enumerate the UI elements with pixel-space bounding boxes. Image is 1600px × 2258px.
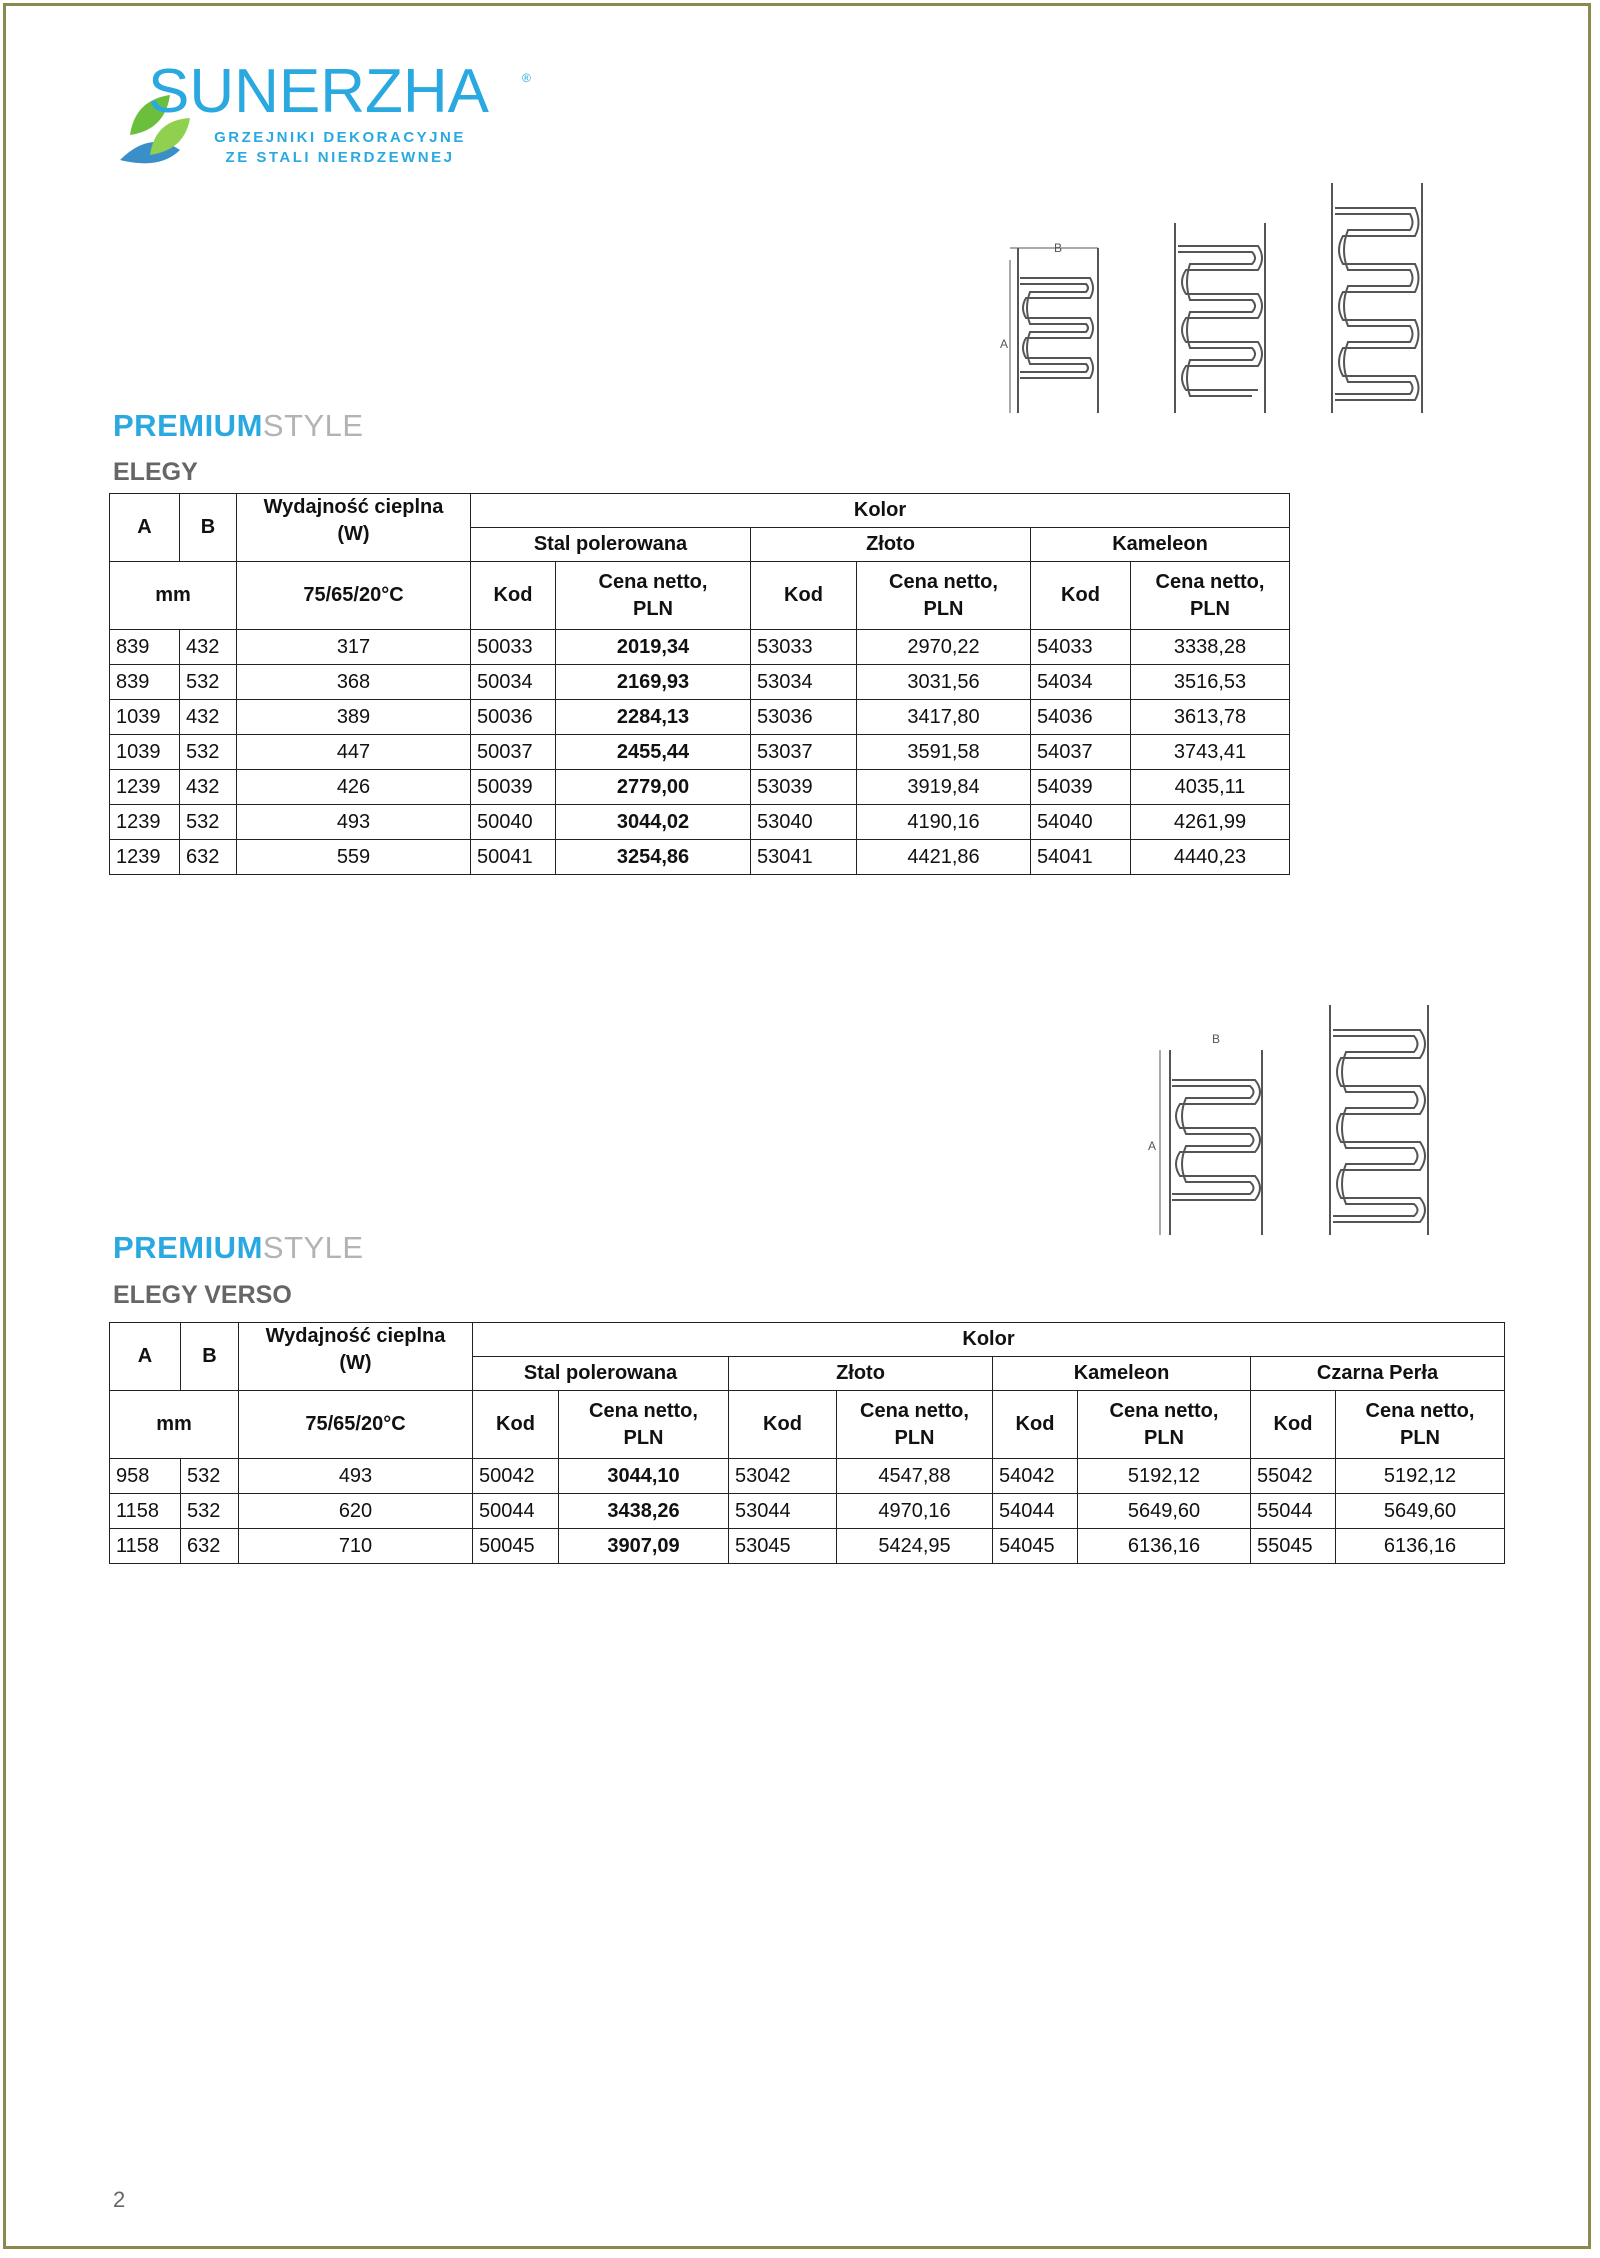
table-cell: 53040 — [751, 805, 857, 840]
table-cell: 632 — [181, 1529, 239, 1564]
color-header: Stal polerowana — [471, 528, 751, 562]
header-row-3 — [110, 1391, 1505, 1459]
table-cell: 54034 — [1031, 665, 1131, 700]
table-cell: 54039 — [1031, 770, 1131, 805]
header-cena: Cena netto, PLN — [837, 1391, 993, 1459]
table-cell: 55045 — [1251, 1529, 1336, 1564]
table-cell: 1039 — [110, 700, 180, 735]
table-cell: 3417,80 — [857, 700, 1031, 735]
table-cell: 432 — [180, 630, 237, 665]
table-cell: 2019,34 — [556, 630, 751, 665]
table-cell: 5649,60 — [1336, 1494, 1505, 1529]
table-cell: 2970,22 — [857, 630, 1031, 665]
series-premium: PREMIUM — [113, 408, 263, 443]
table-cell: 53041 — [751, 840, 857, 875]
table-row — [110, 665, 1290, 700]
table-cell: 2455,44 — [556, 735, 751, 770]
table-cell: 1039 — [110, 735, 180, 770]
table-row — [110, 840, 1290, 875]
table-cell: 4970,16 — [837, 1494, 993, 1529]
table-cell: 50040 — [471, 805, 556, 840]
header-kod: Kod — [473, 1391, 559, 1459]
table-cell: 1239 — [110, 770, 180, 805]
table-cell: 4190,16 — [857, 805, 1031, 840]
table-cell: 317 — [237, 630, 471, 665]
series-style: STYLE — [262, 408, 364, 443]
table-cell: 4547,88 — [837, 1459, 993, 1494]
table-cell: 3516,53 — [1131, 665, 1290, 700]
table-cell: 389 — [237, 700, 471, 735]
table-cell: 839 — [110, 630, 180, 665]
header-power: Wydajność cieplna (W) — [239, 1323, 473, 1391]
table-cell: 493 — [237, 805, 471, 840]
table-cell: 54036 — [1031, 700, 1131, 735]
header-a: A — [110, 494, 180, 562]
table-cell: 53036 — [751, 700, 857, 735]
table-cell: 3591,58 — [857, 735, 1031, 770]
table-cell: 54042 — [993, 1459, 1078, 1494]
header-row-3 — [110, 562, 1290, 630]
header-kod: Kod — [1031, 562, 1131, 630]
table-cell: 3044,02 — [556, 805, 751, 840]
table-cell: 50033 — [471, 630, 556, 665]
table-row — [110, 1494, 1505, 1529]
header-power: Wydajność cieplna (W) — [237, 494, 471, 562]
table-cell: 53037 — [751, 735, 857, 770]
table-cell: 50034 — [471, 665, 556, 700]
table-cell: 5424,95 — [837, 1529, 993, 1564]
tagline-line2: ZE STALI NIERDZEWNEJ — [225, 149, 455, 166]
table-cell: 50036 — [471, 700, 556, 735]
table-cell: 53044 — [729, 1494, 837, 1529]
page-number: 2 — [113, 2187, 126, 2212]
header-cena: Cena netto, PLN — [1131, 562, 1290, 630]
header-kod: Kod — [471, 562, 556, 630]
color-header: Stal polerowana — [473, 1357, 729, 1391]
table-cell: 50039 — [471, 770, 556, 805]
table-row — [110, 700, 1290, 735]
header-cena: Cena netto, PLN — [857, 562, 1031, 630]
series-title — [113, 408, 364, 444]
dimension-a-label: A — [1000, 337, 1009, 351]
header-mm: mm — [110, 562, 237, 630]
table-cell: 432 — [180, 770, 237, 805]
header-cena: Cena netto, PLN — [556, 562, 751, 630]
color-header: Złoto — [729, 1357, 993, 1391]
table-cell: 50042 — [473, 1459, 559, 1494]
header-kod: Kod — [751, 562, 857, 630]
table-cell: 5192,12 — [1078, 1459, 1251, 1494]
table-cell: 55042 — [1251, 1459, 1336, 1494]
table-cell: 2169,93 — [556, 665, 751, 700]
table-cell: 3438,26 — [559, 1494, 729, 1529]
table-cell: 2779,00 — [556, 770, 751, 805]
table-cell: 432 — [180, 700, 237, 735]
header-b: B — [181, 1323, 239, 1391]
registered-mark: ® — [522, 71, 531, 85]
table-cell: 532 — [180, 665, 237, 700]
table-cell: 54044 — [993, 1494, 1078, 1529]
table-row — [110, 630, 1290, 665]
table-cell: 4440,23 — [1131, 840, 1290, 875]
table-cell: 3743,41 — [1131, 735, 1290, 770]
table-cell: 1239 — [110, 840, 180, 875]
table-row — [110, 1529, 1505, 1564]
table-cell: 53042 — [729, 1459, 837, 1494]
color-header: Kameleon — [1031, 528, 1290, 562]
table-row — [110, 735, 1290, 770]
table-cell: 559 — [237, 840, 471, 875]
table-cell: 4035,11 — [1131, 770, 1290, 805]
table-cell: 53039 — [751, 770, 857, 805]
series-premium: PREMIUM — [113, 1230, 263, 1265]
table-cell: 632 — [180, 840, 237, 875]
series-title — [113, 1230, 364, 1266]
table-cell: 1239 — [110, 805, 180, 840]
table-cell: 5649,60 — [1078, 1494, 1251, 1529]
product-title: ELEGY VERSO — [113, 1281, 292, 1309]
table-cell: 54041 — [1031, 840, 1131, 875]
table-cell: 532 — [180, 735, 237, 770]
dimension-b-label: B — [1212, 1032, 1221, 1046]
series-style: STYLE — [262, 1230, 364, 1265]
table-cell: 493 — [239, 1459, 473, 1494]
sunerzha-logo — [110, 40, 550, 180]
table-cell: 6136,16 — [1336, 1529, 1505, 1564]
table-cell: 532 — [181, 1459, 239, 1494]
table-cell: 3919,84 — [857, 770, 1031, 805]
color-header: Złoto — [751, 528, 1031, 562]
elegy-verso-price-table — [109, 1322, 1505, 1564]
header-kolor: Kolor — [471, 494, 1290, 528]
table-cell: 6136,16 — [1078, 1529, 1251, 1564]
header-row-1 — [110, 1323, 1505, 1357]
table-cell: 3031,56 — [857, 665, 1031, 700]
tagline-line1: GRZEJNIKI DEKORACYJNE — [214, 129, 466, 146]
header-kod: Kod — [993, 1391, 1078, 1459]
dimension-b-label: B — [1054, 241, 1063, 255]
header-cena: Cena netto, PLN — [1336, 1391, 1505, 1459]
table-cell: 3044,10 — [559, 1459, 729, 1494]
table-cell: 50037 — [471, 735, 556, 770]
table-row — [110, 770, 1290, 805]
header-temp: 75/65/20°C — [237, 562, 471, 630]
elegy-radiator-drawings — [990, 178, 1430, 418]
header-mm: mm — [110, 1391, 239, 1459]
table-cell: 53045 — [729, 1529, 837, 1564]
table-row — [110, 805, 1290, 840]
header-row-1 — [110, 494, 1290, 528]
table-cell: 839 — [110, 665, 180, 700]
header-kolor: Kolor — [473, 1323, 1505, 1357]
table-cell: 54045 — [993, 1529, 1078, 1564]
elegy-verso-radiator-drawings — [1140, 1000, 1440, 1240]
table-cell: 54040 — [1031, 805, 1131, 840]
table-cell: 447 — [237, 735, 471, 770]
brand-name: SUNERZHA — [148, 57, 490, 126]
header-kod: Kod — [1251, 1391, 1336, 1459]
table-cell: 1158 — [110, 1529, 181, 1564]
table-cell: 50041 — [471, 840, 556, 875]
table-cell: 53033 — [751, 630, 857, 665]
header-a: A — [110, 1323, 181, 1391]
table-cell: 54033 — [1031, 630, 1131, 665]
table-cell: 3613,78 — [1131, 700, 1290, 735]
table-cell: 532 — [180, 805, 237, 840]
dimension-a-label: A — [1148, 1139, 1157, 1153]
table-cell: 5192,12 — [1336, 1459, 1505, 1494]
table-cell: 54037 — [1031, 735, 1131, 770]
table-cell: 4421,86 — [857, 840, 1031, 875]
table-cell: 426 — [237, 770, 471, 805]
table-cell: 1158 — [110, 1494, 181, 1529]
table-cell: 50045 — [473, 1529, 559, 1564]
table-cell: 532 — [181, 1494, 239, 1529]
table-cell: 55044 — [1251, 1494, 1336, 1529]
table-cell: 368 — [237, 665, 471, 700]
table-cell: 2284,13 — [556, 700, 751, 735]
color-header: Czarna Perła — [1251, 1357, 1505, 1391]
header-cena: Cena netto, PLN — [1078, 1391, 1251, 1459]
table-cell: 4261,99 — [1131, 805, 1290, 840]
table-cell: 53034 — [751, 665, 857, 700]
table-cell: 958 — [110, 1459, 181, 1494]
table-cell: 710 — [239, 1529, 473, 1564]
table-cell: 3254,86 — [556, 840, 751, 875]
table-cell: 3338,28 — [1131, 630, 1290, 665]
color-header: Kameleon — [993, 1357, 1251, 1391]
header-cena: Cena netto, PLN — [559, 1391, 729, 1459]
product-title: ELEGY — [113, 458, 198, 486]
table-row — [110, 1459, 1505, 1494]
table-cell: 50044 — [473, 1494, 559, 1529]
table-cell: 620 — [239, 1494, 473, 1529]
table-cell: 3907,09 — [559, 1529, 729, 1564]
header-b: B — [180, 494, 237, 562]
header-kod: Kod — [729, 1391, 837, 1459]
elegy-price-table — [109, 493, 1290, 875]
header-temp: 75/65/20°C — [239, 1391, 473, 1459]
